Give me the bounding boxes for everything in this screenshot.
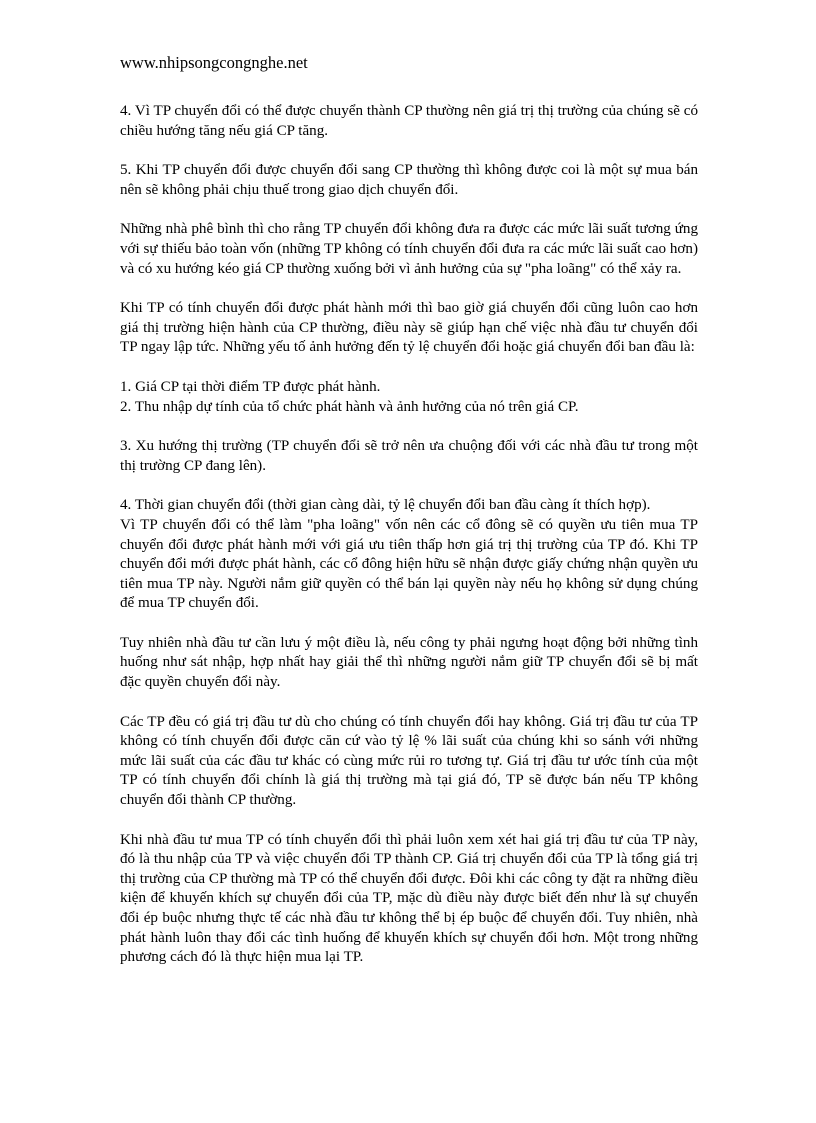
document-page (120, 52, 698, 968)
paragraph-point-5: 5. Khi TP chuyển đổi được chuyển đổi sang CP thường thì không được coi là một sự mua bán nên sẽ không phải chịu thuế trong giao dịch chuyển đổi. (120, 162, 698, 198)
list-item: 4. Thời gian chuyển đổi (thời gian càng dài, tỷ lệ chuyển đổi ban đầu càng ít thích hợp). (120, 497, 651, 514)
paragraph-conversion-price: Khi TP có tính chuyển đổi được phát hành mới thì bao giờ giá chuyển đổi cũng luôn cao hơn giá thị trường hiện hành của CP thường, điều này sẽ giúp hạn chế việc nhà đầu tư chuyển đổi TP ngay lập tức. Những yếu tố ảnh hưởng đến tỷ lệ chuyển đổi hoặc giá chuyển đổi ban đầu là: (120, 300, 698, 356)
paragraph-preemptive-rights: Vì TP chuyển đổi có thể làm "pha loãng" vốn nên các cổ đông sẽ có quyền ưu tiên mua TP chuyển đổi được phát hành mới với giá ưu tiên thấp hơn giá trị thị trường của TP đó. Khi TP chuyển đổi mới được phát hành, các cổ đông hiện hữu sẽ nhận được giấy chứng nhận quyền ưu tiên mua TP này. Người nắm giữ quyền có thể bán lại quyền này nếu họ không sử dụng chúng để mua TP chuyển đổi. (120, 516, 698, 612)
paragraph-investment-value: Các TP đều có giá trị đầu tư dù cho chúng có tính chuyển đổi hay không. Giá trị đầu tư của TP không có tính chuyển đổi được căn cứ vào tỷ lệ % lãi suất của chúng khi so sánh với những mức lãi suất của các đầu tư khác có cùng mức rủi ro tương tự. Giá trị đầu tư ước tính của một TP có tính chuyển đổi chính là giá thị trường mà tại giá đó, TP sẽ được bán nếu TP không chuyển đổi thành CP thường. (120, 713, 698, 809)
factor-list-b (120, 496, 698, 614)
site-url-header: www.nhipsongcongnghe.net (120, 53, 308, 72)
list-item: 3. Xu hướng thị trường (TP chuyển đổi sẽ trở nên ưa chuộng đối với các nhà đầu tư trong một thị trường CP đang lên). (120, 438, 698, 474)
factor-list-a (120, 378, 698, 417)
paragraph-critics: Những nhà phê bình thì cho rằng TP chuyển đổi không đưa ra được các mức lãi suất tương ứng với sự thiếu bảo toàn vốn (những TP không có tính chuyển đổi đưa ra các mức lãi suất cao hơn) và có xu hướng kéo giá CP thường xuống bởi vì ảnh hưởng của sự "pha loãng" có thể xảy ra. (120, 221, 698, 277)
list-item: 2. Thu nhập dự tính của tổ chức phát hành và ảnh hưởng của nó trên giá CP. (120, 398, 579, 415)
paragraph-point-4: 4. Vì TP chuyển đổi có thể được chuyển thành CP thường nên giá trị thị trường của chúng sẽ có chiều hướng tăng nếu giá CP tăng. (120, 103, 698, 139)
paragraph-conversion-value: Khi nhà đầu tư mua TP có tính chuyển đổi thì phải luôn xem xét hai giá trị đầu tư của TP này, đó là thu nhập của TP và việc chuyển đổi TP thành CP. Giá trị chuyển đổi của TP là tổng giá trị thị trường của CP thường mà TP có thể chuyển đổi được. Đôi khi các công ty đặt ra những điều kiện để khuyến khích sự chuyển đổi của TP, mặc dù điều này được biết đến như là sự chuyển đổi ép buộc nhưng thực tế các nhà đầu tư không thể bị ép buộc để chuyển đổi. Tuy nhiên, nhà phát hành luôn thay đổi các tình huống để khuyến khích sự chuyển đổi hơn. Một trong những phương cách đó là thực hiện mua lại TP. (120, 831, 698, 966)
paragraph-investor-note: Tuy nhiên nhà đầu tư cần lưu ý một điều là, nếu công ty phải ngưng hoạt động bởi những tình huống như sát nhập, hợp nhất hay giải thể thì những người nắm giữ TP chuyển đổi sẽ bị mất đặc quyền chuyển đổi này. (120, 634, 698, 691)
list-item: 1. Giá CP tại thời điểm TP được phát hành. (120, 378, 381, 395)
